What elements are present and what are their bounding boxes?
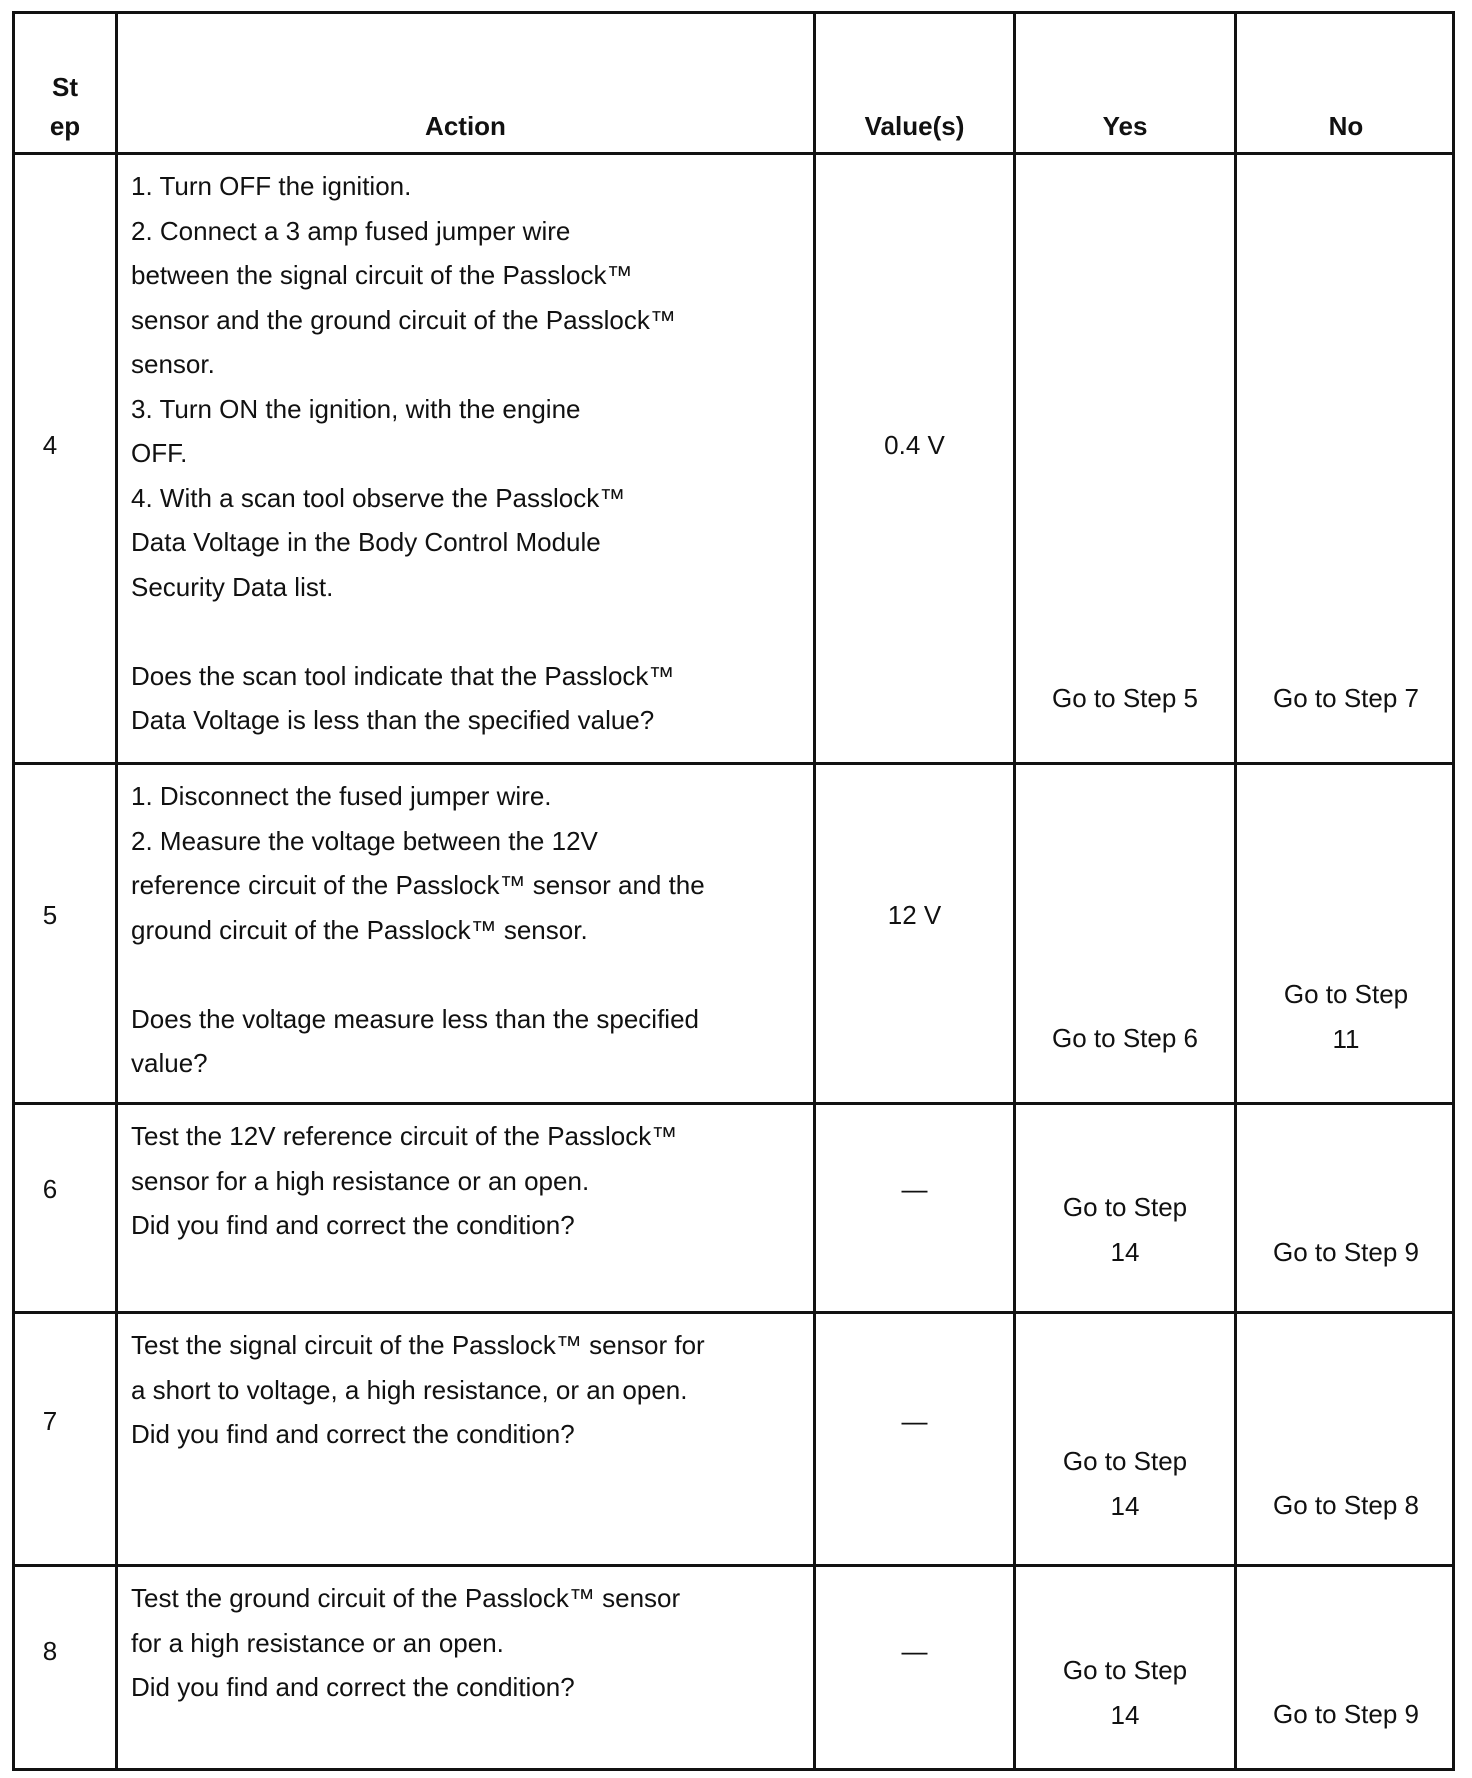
action-line: Did you find and correct the condition? xyxy=(131,1419,575,1449)
yes-cell: Go to Step 6 xyxy=(1052,1023,1198,1053)
yes-cell: Go to Step xyxy=(1062,1655,1188,1685)
step-number: 6 xyxy=(42,1174,58,1204)
action-line: sensor and the ground circuit of the Passlock™ xyxy=(131,304,676,335)
no-cell: Go to Step 9 xyxy=(1273,1699,1419,1729)
yes-cell: Go to Step xyxy=(1062,1192,1188,1222)
header-no: No xyxy=(1328,111,1364,141)
yes-cell: Go to Step 5 xyxy=(1052,683,1198,713)
action-line: Test the 12V reference circuit of the Passlock™ xyxy=(131,1121,678,1151)
row-divider xyxy=(15,1311,1452,1314)
action-line: Data Voltage in the Body Control Module xyxy=(131,527,601,557)
action-line: Test the ground circuit of the Passlock™ sensor xyxy=(131,1583,681,1613)
action-line: OFF. xyxy=(131,438,188,468)
row-divider xyxy=(15,152,1452,155)
column-divider xyxy=(115,14,118,1768)
procedure-table xyxy=(12,11,1455,1771)
header-step-line1: St xyxy=(52,72,78,102)
action-line: 2. Connect a 3 amp fused jumper wire xyxy=(131,215,571,246)
row-divider xyxy=(15,762,1452,765)
no-cell: Go to Step 7 xyxy=(1273,683,1419,713)
action-line: Data Voltage is less than the specified value? xyxy=(131,705,655,735)
value-cell: — xyxy=(901,1636,928,1666)
step-number: 4 xyxy=(42,430,58,460)
yes-cell: Go to Step xyxy=(1062,1446,1188,1476)
yes-cell: 14 xyxy=(1110,1236,1140,1267)
value-cell: — xyxy=(901,1406,928,1436)
value-cell: — xyxy=(901,1174,928,1204)
action-line: Security Data list. xyxy=(131,571,334,602)
action-line: 1. Disconnect the fused jumper wire. xyxy=(131,781,552,811)
value-cell: 12 V xyxy=(887,900,942,930)
no-cell: Go to Step xyxy=(1283,979,1409,1009)
header-action: Action xyxy=(425,111,506,141)
value-cell: 0.4 V xyxy=(884,430,945,460)
action-line: 1. Turn OFF the ignition. xyxy=(131,171,412,201)
action-line: reference circuit of the Passlock™ sensor and the xyxy=(131,870,705,900)
action-line: 2. Measure the voltage between the 12V xyxy=(131,825,598,856)
no-cell: Go to Step 8 xyxy=(1273,1490,1419,1520)
row-divider xyxy=(15,1102,1452,1105)
action-line: Does the scan tool indicate that the Passlock™ xyxy=(131,660,675,691)
action-line: Does the voltage measure less than the specified xyxy=(131,1003,700,1034)
action-line: sensor for a high resistance or an open. xyxy=(131,1165,590,1196)
no-cell: Go to Step 9 xyxy=(1273,1237,1419,1267)
step-number: 7 xyxy=(42,1406,58,1436)
action-line: ground circuit of the Passlock™ sensor. xyxy=(131,914,588,945)
action-line: 4. With a scan tool observe the Passlock™ xyxy=(131,482,626,513)
column-divider xyxy=(813,14,816,1768)
header-step-line2: ep xyxy=(49,111,81,141)
action-line: 3. Turn ON the ignition, with the engine xyxy=(131,393,581,424)
action-line: between the signal circuit of the Passlock™ xyxy=(131,260,633,290)
action-line: a short to voltage, a high resistance, or an open. xyxy=(131,1374,688,1405)
action-line: Did you find and correct the condition? xyxy=(131,1672,575,1702)
header-values: Value(s) xyxy=(864,111,965,141)
action-line: sensor. xyxy=(131,349,215,379)
yes-cell: 14 xyxy=(1110,1490,1140,1521)
no-cell: 11 xyxy=(1332,1023,1360,1054)
step-number: 8 xyxy=(42,1636,58,1666)
action-line: for a high resistance or an open. xyxy=(131,1627,504,1658)
header-yes: Yes xyxy=(1102,111,1148,141)
step-number: 5 xyxy=(42,900,58,930)
action-line: value? xyxy=(131,1048,208,1078)
action-line: Did you find and correct the condition? xyxy=(131,1210,575,1240)
row-divider xyxy=(15,1564,1452,1567)
action-line: Test the signal circuit of the Passlock™ sensor for xyxy=(131,1330,705,1360)
yes-cell: 14 xyxy=(1110,1699,1140,1730)
